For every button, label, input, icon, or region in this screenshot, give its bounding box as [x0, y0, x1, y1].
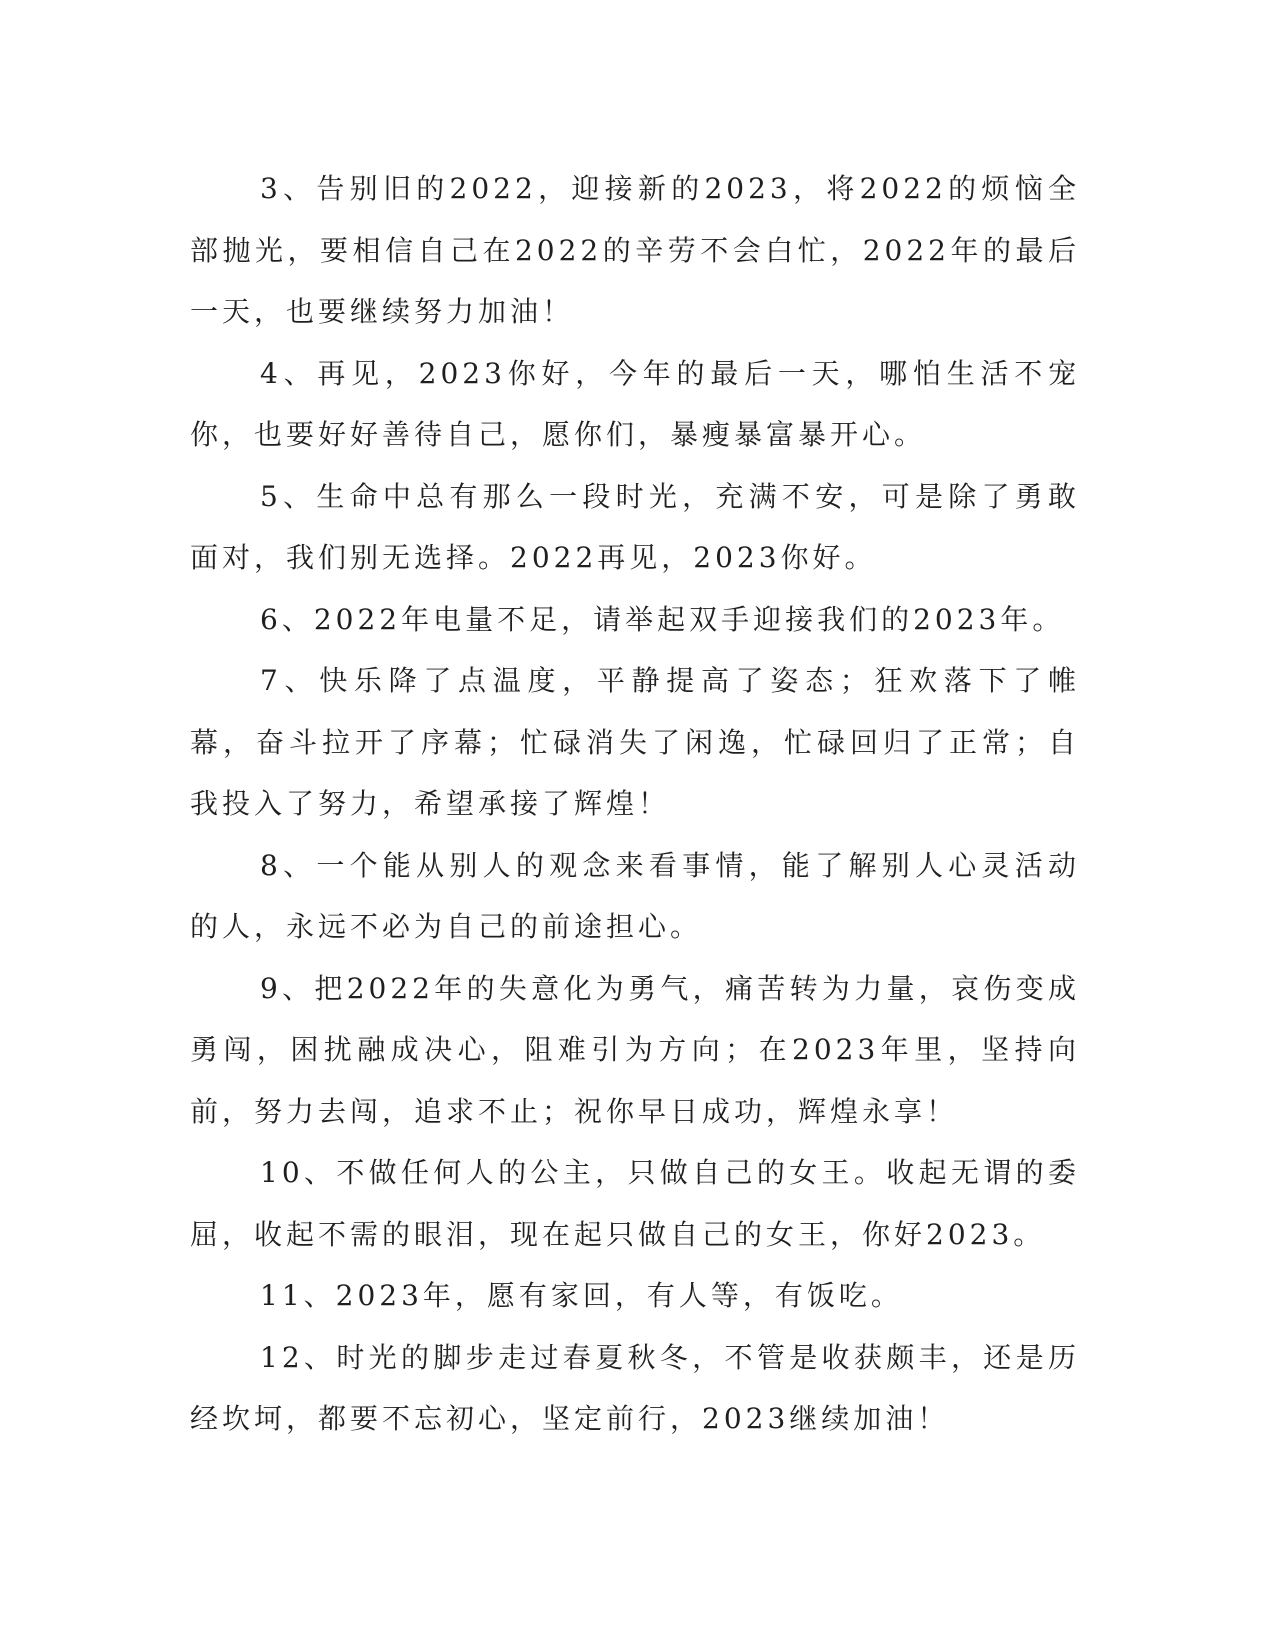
- paragraph-4: 4、再见，2023你好，今年的最后一天，哪怕生活不宠你，也要好好善待自己，愿你们，暴瘦暴富暴开心。: [190, 356, 1080, 451]
- paragraph-12: 12、时光的脚步走过春夏秋冬，不管是收获颇丰，还是历经坎坷，都要不忘初心，坚定前行，2023继续加油！: [190, 1340, 1080, 1435]
- paragraph-8: 8、一个能从别人的观念来看事情，能了解别人心灵活动的人，永远不必为自己的前途担心。: [190, 848, 1080, 943]
- paragraph-11: 11、2023年，愿有家回，有人等，有饭吃。: [260, 1279, 903, 1312]
- paragraph-9: 9、把2022年的失意化为勇气，痛苦转为力量，哀伤变成勇闯，困扰融成决心，阻难引为方向；在2023年里，坚持向前，努力去闯，追求不止；祝你早日成功，辉煌永享！: [190, 971, 1080, 1128]
- document-body: [190, 158, 1080, 1450]
- paragraph-7: 7、快乐降了点温度，平静提高了姿态；狂欢落下了帷幕，奋斗拉开了序幕；忙碌消失了闲逸，忙碌回归了正常；自我投入了努力，希望承接了辉煌！: [190, 664, 1080, 820]
- paragraph-10: 10、不做任何人的公主，只做自己的女王。收起无谓的委屈，收起不需的眼泪，现在起只做自己的女王，你好2023。: [190, 1156, 1080, 1251]
- paragraph-5: 5、生命中总有那么一段时光，充满不安，可是除了勇敢面对，我们别无选择。2022再见，2023你好。: [190, 479, 1080, 574]
- paragraph-6: 6、2022年电量不足，请举起双手迎接我们的2023年。: [260, 602, 1065, 636]
- paragraph-3: 3、告别旧的2022，迎接新的2023，将2022的烦恼全部抛光，要相信自己在2022的辛劳不会白忙，2022年的最后一天，也要继续努力加油！: [190, 172, 1080, 328]
